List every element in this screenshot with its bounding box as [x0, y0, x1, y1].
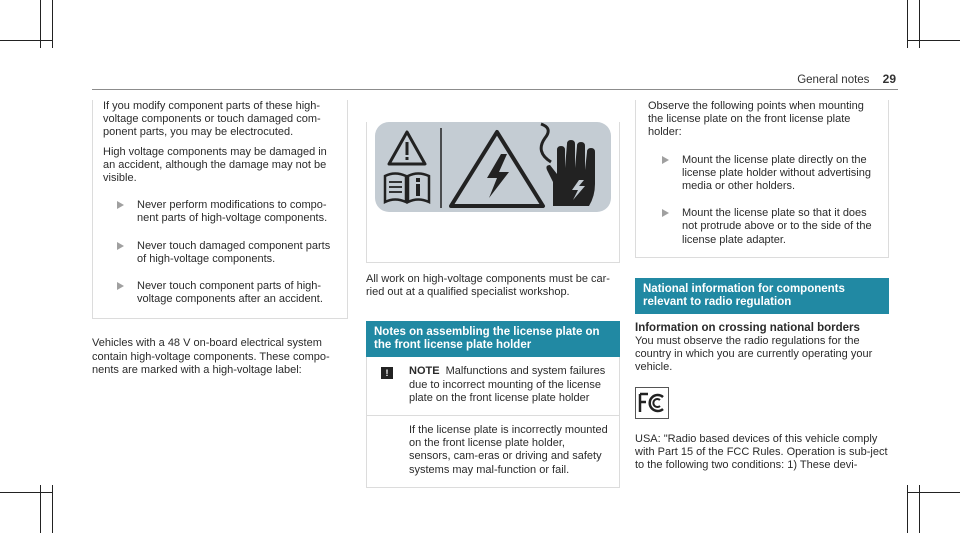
header-rule	[92, 89, 898, 90]
bullet-text: Mount the license plate so that it does not protrude above or to the side of the license plate adapter.	[682, 207, 872, 246]
fcc-icon	[638, 392, 666, 414]
bullet-text: Never touch component parts of high-voltage components after an accident.	[137, 280, 323, 306]
column-2	[366, 100, 620, 488]
vehicles-paragraph: Vehicles with a 48 V on-board electrical system contain high-voltage components. These compo-nents are marked with a high-voltage label:	[92, 337, 330, 376]
high-voltage-warning-image	[375, 122, 611, 212]
note-label: NOTE	[409, 365, 440, 378]
note-text: Malfunctions and system failures due to incorrect mounting of the license plate on the front license plate holder	[409, 365, 606, 404]
page-header	[797, 72, 896, 86]
arrow-icon	[117, 242, 124, 250]
bullet-item	[103, 280, 339, 306]
crop-mark	[52, 0, 53, 48]
header-section: General notes	[797, 74, 870, 86]
bullet-item	[648, 207, 878, 247]
warning-intro: If you modify component parts of these high-voltage components or touch damaged com-ponent parts, you may be electrocuted.	[103, 100, 321, 139]
high-voltage-label-figure	[366, 122, 620, 263]
mounting-box	[635, 100, 889, 258]
section-heading-radio-regulation: National information for components relevant to radio regulation	[635, 278, 889, 314]
page-number: 29	[882, 72, 896, 86]
crop-mark	[0, 492, 52, 493]
warning-box	[92, 100, 348, 319]
usa-paragraph: USA: "Radio based devices of this vehicle comply with Part 15 of the FCC Rules. Operation is sub-ject to the following two conditions: 1) These devi-	[635, 432, 888, 472]
note-detail: If the license plate is incorrectly mounted on the front license plate holder, sensors, cam-eras or driving and safety systems may mal-function or fail.	[409, 424, 608, 476]
column-1	[92, 100, 346, 377]
arrow-icon	[662, 156, 669, 164]
fcc-logo	[635, 387, 669, 419]
warning-para: High voltage components may be damaged in an accident, although the damage may not be visible.	[103, 145, 327, 185]
figure-caption: All work on high-voltage components must be car-ried out at a qualified specialist workshop.	[366, 273, 610, 299]
crop-mark	[908, 492, 960, 493]
bullet-text: Mount the license plate directly on the license plate holder without advertising media or other holders.	[682, 153, 871, 193]
note-box	[366, 357, 620, 487]
divider	[367, 415, 619, 416]
subheading-borders: Information on crossing national borders	[635, 321, 860, 334]
bullet-item	[103, 199, 339, 225]
bullet-text: Never perform modifications to compo-nent parts of high-voltage components.	[137, 199, 328, 225]
arrow-icon	[117, 201, 124, 209]
notice-icon: !	[381, 367, 393, 379]
high-voltage-symbols-icon	[375, 122, 611, 212]
crop-mark	[0, 40, 52, 41]
radio-paragraph: You must observe the radio regulations for the country in which you are currently operating your vehicle.	[635, 335, 873, 374]
mounting-intro: Observe the following points when mounting the license plate on the front license plate holder:	[648, 100, 864, 139]
crop-mark	[52, 485, 53, 533]
arrow-icon	[117, 282, 124, 290]
crop-mark	[908, 40, 960, 41]
bullet-item	[648, 154, 878, 194]
note	[377, 365, 609, 405]
bullet-text: Never touch damaged component parts of high-voltage components.	[137, 239, 331, 265]
arrow-icon	[662, 209, 669, 217]
column-3	[635, 100, 889, 472]
bullet-item	[103, 240, 339, 266]
section-heading-license-plate: Notes on assembling the license plate on the front license plate holder	[366, 321, 620, 357]
